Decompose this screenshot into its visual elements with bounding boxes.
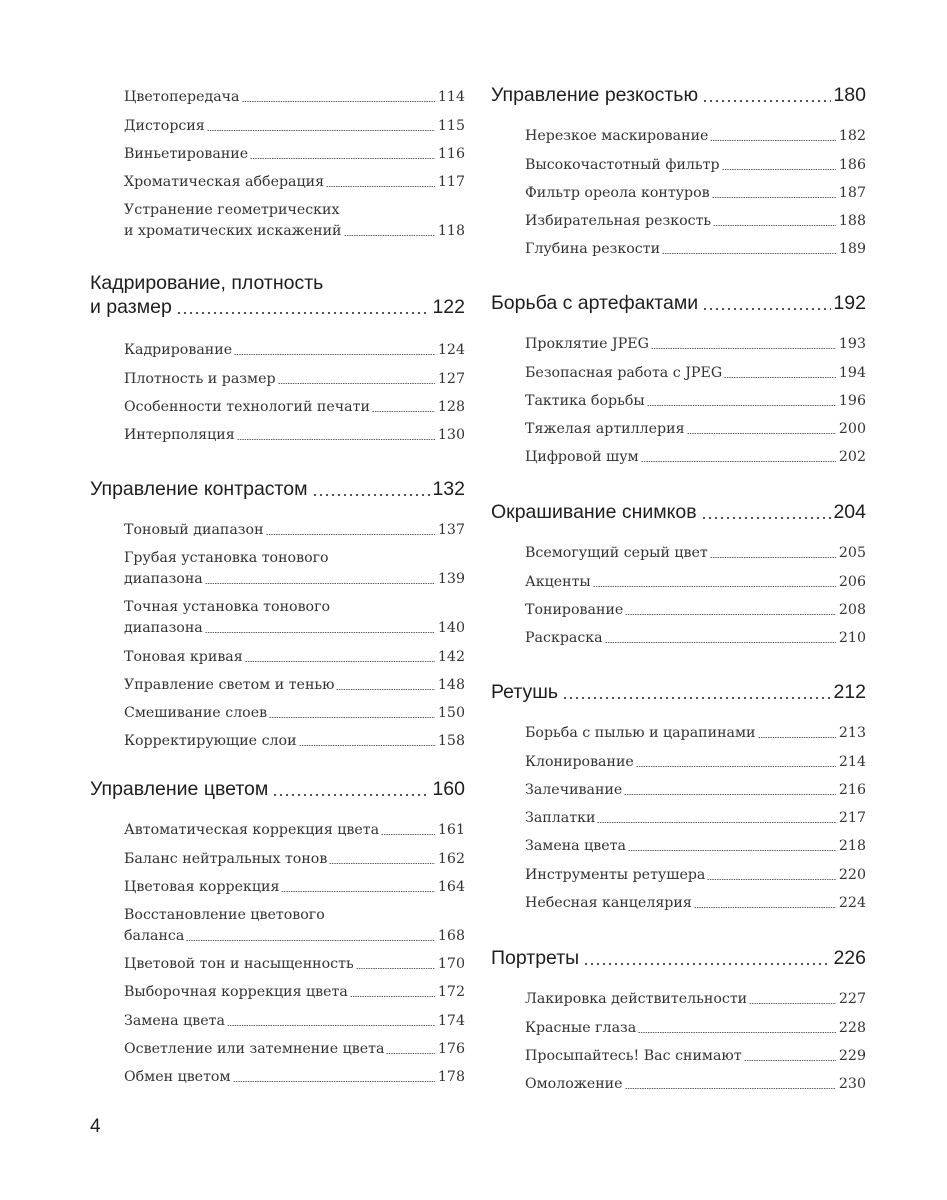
toc-item[interactable] (525, 886, 866, 914)
dot-leader (242, 101, 435, 102)
toc-item-page: 186 (838, 156, 866, 173)
toc-subitems (124, 513, 465, 752)
toc-item[interactable] (124, 193, 465, 242)
toc-item-label-line1: Грубая установка тонового (124, 550, 329, 567)
dot-leader (205, 583, 435, 584)
dot-leader (638, 1032, 836, 1033)
toc-subitems (525, 982, 866, 1095)
toc-item-page: 168 (437, 927, 465, 944)
toc-item-page: 158 (437, 733, 465, 750)
toc-item[interactable] (124, 898, 465, 947)
toc-section-portraits (491, 946, 866, 1095)
toc-item[interactable] (525, 232, 866, 260)
toc-item-label: Высокочастотный фильтр (525, 156, 720, 173)
toc-item-page: 174 (437, 1012, 465, 1029)
toc-item[interactable] (124, 1003, 465, 1031)
toc-section-heading[interactable] (491, 946, 866, 970)
dot-leader (186, 940, 435, 941)
page-number: 4 (90, 1116, 101, 1137)
dot-leader (712, 197, 836, 198)
toc-item[interactable] (124, 165, 465, 193)
toc-item-label: Управление светом и тенью (124, 676, 335, 693)
toc-item-label: Тоновый диапазон (124, 522, 264, 539)
dot-leader (628, 850, 836, 851)
toc-item[interactable] (124, 841, 465, 869)
toc-item-label: Борьба с пылью и царапинами (525, 725, 756, 742)
dot-leader (625, 614, 836, 615)
toc-item[interactable] (525, 593, 866, 621)
dot-leader (583, 963, 831, 965)
toc-item-label: Фильтр ореола контуров (525, 184, 710, 201)
toc-subitems (525, 716, 866, 914)
toc-section-title: и размер (90, 296, 172, 318)
toc-section-page: 192 (833, 292, 866, 314)
toc-item-label: баланса (124, 927, 185, 944)
dot-leader (266, 534, 435, 535)
toc-item-page: 117 (437, 174, 465, 191)
toc-section-title-line1: Кадрирование, плотность (90, 272, 324, 294)
toc-item[interactable] (525, 857, 866, 885)
toc-item[interactable] (525, 412, 866, 440)
dot-leader (205, 632, 435, 633)
dot-leader (269, 717, 435, 718)
toc-item[interactable] (525, 621, 866, 649)
toc-item-label: Клонирование (525, 753, 634, 770)
toc-item[interactable] (525, 1067, 866, 1095)
toc-section-contrast (90, 477, 465, 752)
toc-item-label: Избирательная резкость (525, 213, 712, 230)
toc-section-cropping (90, 271, 465, 446)
toc-item[interactable] (525, 801, 866, 829)
toc-item[interactable] (124, 947, 465, 975)
toc-item[interactable] (124, 361, 465, 389)
toc-item-label: Кадрирование (124, 342, 233, 359)
toc-section-page: 204 (833, 501, 866, 523)
toc-item-label: Корректирующие слои (124, 733, 297, 750)
toc-item-label: Тяжелая артиллерия (525, 421, 685, 438)
dot-leader (234, 354, 435, 355)
toc-item-label: Осветление или затемнение цвета (124, 1041, 385, 1058)
toc-section-continued (90, 80, 465, 242)
toc-item[interactable] (525, 1039, 866, 1067)
toc-item-label: Лакировка действительности (525, 991, 748, 1008)
dot-leader (272, 794, 430, 796)
toc-section-coloring (491, 500, 866, 649)
dot-leader (701, 517, 832, 519)
toc-section-title: Управление цветом (90, 778, 269, 800)
toc-item[interactable] (525, 327, 866, 355)
toc-item-label: Залечивание (525, 781, 623, 798)
toc-item-page: 124 (437, 342, 465, 359)
dot-leader (605, 642, 836, 643)
toc-item-page: 115 (437, 117, 465, 134)
toc-item-page: 161 (437, 822, 465, 839)
dot-leader (722, 169, 836, 170)
toc-item[interactable] (525, 982, 866, 1010)
toc-item[interactable] (525, 119, 866, 147)
toc-item-page: 196 (838, 392, 866, 409)
toc-item-page: 182 (838, 128, 866, 145)
toc-section-title: Окрашивание снимков (491, 501, 697, 523)
toc-item-label: Глубина резкости (525, 241, 661, 258)
toc-item-label: Акценты (525, 573, 591, 590)
toc-section-heading[interactable] (90, 477, 465, 501)
toc-section-color (90, 777, 465, 1088)
toc-item-page: 114 (437, 89, 465, 106)
toc-section-heading[interactable] (491, 680, 866, 704)
toc-item-label: Проклятие JPEG (525, 336, 649, 353)
toc-item-page: 217 (838, 810, 866, 827)
toc-item[interactable] (124, 813, 465, 841)
dot-leader (278, 383, 435, 384)
toc-subitems (124, 80, 465, 242)
toc-section-heading[interactable] (491, 83, 866, 107)
toc-item-page: 188 (838, 213, 866, 230)
toc-item[interactable] (124, 390, 465, 418)
toc-section-page: 122 (432, 296, 465, 318)
dot-leader (636, 766, 836, 767)
toc-item-page: 116 (437, 145, 465, 162)
dot-leader (237, 439, 435, 440)
toc-item-page: 210 (838, 630, 866, 647)
dot-leader (641, 461, 836, 462)
toc-item-page: 205 (838, 545, 866, 562)
toc-section-title: Ретушь (491, 681, 559, 703)
toc-subitems (525, 536, 866, 649)
toc-item-label: Просыпайтесь! Вас снимают (525, 1047, 742, 1064)
toc-item-label: Плотность и размер (124, 370, 276, 387)
dot-leader (687, 433, 836, 434)
toc-item[interactable] (525, 536, 866, 564)
toc-item[interactable] (124, 590, 465, 639)
toc-item-label: Замена цвета (525, 838, 626, 855)
toc-item[interactable] (124, 513, 465, 541)
dot-leader (702, 308, 831, 310)
toc-section-sharpness (491, 83, 866, 260)
dot-leader (702, 100, 831, 102)
dot-leader (281, 891, 434, 892)
dot-leader (744, 1060, 836, 1061)
toc-item[interactable] (525, 355, 866, 383)
dot-leader (329, 863, 435, 864)
toc-item-label: Цифровой шум (525, 449, 639, 466)
dot-leader (344, 235, 435, 236)
toc-item-label: Безопасная работа с JPEG (525, 364, 723, 381)
dot-leader (707, 879, 836, 880)
toc-section-retouch (491, 680, 866, 914)
toc-item[interactable] (124, 333, 465, 361)
dot-leader (724, 377, 836, 378)
toc-item[interactable] (525, 773, 866, 801)
dot-leader (372, 411, 435, 412)
toc-item[interactable] (124, 541, 465, 590)
toc-item-page: 170 (437, 956, 465, 973)
toc-item-label-line1: Устранение геометрических (124, 202, 340, 219)
toc-item-label: Раскраска (525, 630, 603, 647)
toc-item-label: Баланс нейтральных тонов (124, 850, 328, 867)
toc-item-page: 162 (437, 850, 465, 867)
toc-item-page: 218 (838, 838, 866, 855)
toc-item-label: Хроматическая абберация (124, 174, 325, 191)
toc-item-label: Тонирование (525, 601, 624, 618)
toc-item-page: 230 (838, 1076, 866, 1093)
toc-item[interactable] (124, 639, 465, 667)
dot-leader (312, 494, 431, 496)
toc-item[interactable] (525, 1010, 866, 1038)
toc-item[interactable] (124, 418, 465, 446)
dot-leader (647, 405, 836, 406)
toc-item-label-line1: Восстановление цветового (124, 906, 325, 923)
toc-item[interactable] (124, 80, 465, 108)
toc-item-label: Обмен цветом (124, 1069, 231, 1086)
toc-item-label: Всемогущий серый цвет (525, 545, 708, 562)
toc-item-page: 206 (838, 573, 866, 590)
toc-item-page: 202 (838, 449, 866, 466)
dot-leader (625, 1088, 836, 1089)
dot-leader (651, 348, 836, 349)
toc-item-page: 224 (838, 895, 866, 912)
toc-item-label: Выборочная коррекция цвета (124, 984, 348, 1001)
toc-item-page: 137 (437, 522, 465, 539)
dot-leader (336, 689, 434, 690)
dot-leader (356, 968, 435, 969)
toc-item-label: Цветовой тон и насыщенность (124, 956, 354, 973)
dot-leader (758, 737, 836, 738)
toc-item-page: 150 (437, 705, 465, 722)
toc-subitems (124, 333, 465, 446)
toc-item-page: 189 (838, 241, 866, 258)
toc-item-page: 220 (838, 866, 866, 883)
toc-item[interactable] (525, 716, 866, 744)
dot-leader (207, 130, 435, 131)
toc-section-page: 212 (833, 681, 866, 703)
toc-item-page: 139 (437, 571, 465, 588)
toc-item[interactable] (124, 870, 465, 898)
toc-item[interactable] (525, 564, 866, 592)
toc-item-label: Нерезкое маскирование (525, 128, 709, 145)
dot-leader (662, 253, 836, 254)
toc-item-label: Небесная канцелярия (525, 895, 692, 912)
toc-item[interactable] (124, 108, 465, 136)
dot-leader (386, 1053, 434, 1054)
toc-subitems (124, 813, 465, 1088)
toc-section-title: Портреты (491, 947, 580, 969)
toc-section-artifacts (491, 291, 866, 468)
toc-section-heading[interactable] (491, 500, 866, 524)
toc-item-label: Омоложение (525, 1076, 623, 1093)
toc-item[interactable] (124, 668, 465, 696)
toc-item[interactable] (124, 1032, 465, 1060)
toc-item-page: 118 (437, 223, 465, 240)
toc-item-label: Замена цвета (124, 1012, 225, 1029)
toc-item[interactable] (525, 744, 866, 772)
toc-subitems (525, 327, 866, 468)
toc-item-label: Дисторсия (124, 117, 205, 134)
dot-leader (227, 1025, 435, 1026)
toc-item[interactable] (525, 384, 866, 412)
toc-item-label: Интерполяция (124, 427, 235, 444)
toc-item-page: 194 (838, 364, 866, 381)
toc-item-page: 140 (437, 620, 465, 637)
dot-leader (710, 557, 836, 558)
dot-leader (233, 1081, 435, 1082)
toc-item-label: Заплатки (525, 810, 596, 827)
toc-item-page: 214 (838, 753, 866, 770)
toc-item-page: 187 (838, 184, 866, 201)
toc-item[interactable] (525, 440, 866, 468)
toc-section-heading[interactable] (90, 271, 465, 319)
dot-leader (713, 225, 836, 226)
toc-section-page: 132 (432, 478, 465, 500)
toc-item-page: 164 (437, 878, 465, 895)
toc-item-page: 229 (838, 1047, 866, 1064)
dot-leader (749, 1003, 836, 1004)
toc-item-label: диапазона (124, 571, 203, 588)
toc-section-page: 226 (833, 947, 866, 969)
dot-leader (597, 822, 836, 823)
toc-section-title: Борьба с артефактами (491, 292, 699, 314)
dot-leader (694, 907, 836, 908)
dot-leader (562, 697, 831, 699)
toc-item-page: 228 (838, 1019, 866, 1036)
toc-subitems (525, 119, 866, 260)
toc-item[interactable] (525, 176, 866, 204)
toc-item-page: 208 (838, 601, 866, 618)
dot-leader (245, 661, 435, 662)
toc-item-page: 128 (437, 398, 465, 415)
toc-item-label: Цветопередача (124, 89, 240, 106)
toc-item-page: 172 (437, 984, 465, 1001)
toc-item-label: Особенности технологий печати (124, 398, 370, 415)
dot-leader (381, 834, 435, 835)
toc-section-title: Управление контрастом (90, 478, 308, 500)
dot-leader (250, 158, 435, 159)
toc-item[interactable] (124, 975, 465, 1003)
toc-item[interactable] (525, 147, 866, 175)
toc-item-page: 216 (838, 781, 866, 798)
toc-item[interactable] (124, 696, 465, 724)
toc-item[interactable] (124, 1060, 465, 1088)
dot-leader (326, 186, 435, 187)
toc-item-page: 227 (838, 991, 866, 1008)
toc-item-label: и хроматических искажений (124, 223, 342, 240)
toc-item[interactable] (525, 829, 866, 857)
dot-leader (350, 996, 435, 997)
toc-section-page: 160 (432, 778, 465, 800)
dot-leader (299, 745, 435, 746)
toc-item-page: 200 (838, 421, 866, 438)
toc-item-label: Цветовая коррекция (124, 878, 280, 895)
toc-item[interactable] (124, 724, 465, 752)
toc-item-label: Тактика борьбы (525, 392, 645, 409)
toc-item-page: 176 (437, 1041, 465, 1058)
toc-item-label: диапазона (124, 620, 203, 637)
dot-leader (176, 312, 431, 314)
toc-item-label-line1: Точная установка тонового (124, 599, 331, 616)
dot-leader (710, 140, 835, 141)
toc-item[interactable] (124, 137, 465, 165)
toc-item-page: 127 (437, 370, 465, 387)
dot-leader (624, 794, 836, 795)
toc-item-label: Тоновая кривая (124, 648, 243, 665)
dot-leader (593, 586, 836, 587)
toc-item-page: 130 (437, 427, 465, 444)
toc-item-label: Виньетирование (124, 145, 249, 162)
toc-item-label: Смешивание слоев (124, 705, 268, 722)
toc-section-heading[interactable] (90, 777, 465, 801)
toc-item-label: Красные глаза (525, 1019, 637, 1036)
toc-item-page: 178 (437, 1069, 465, 1086)
toc-item-page: 148 (437, 676, 465, 693)
toc-section-title: Управление резкостью (491, 84, 699, 106)
toc-section-heading[interactable] (491, 291, 866, 315)
toc-item-page: 193 (838, 336, 866, 353)
toc-section-page: 180 (833, 84, 866, 106)
toc-item-page: 213 (838, 725, 866, 742)
toc-item-page: 142 (437, 648, 465, 665)
toc-item[interactable] (525, 204, 866, 232)
toc-item-label: Инструменты ретушера (525, 866, 706, 883)
toc-item-label: Автоматическая коррекция цвета (124, 822, 380, 839)
